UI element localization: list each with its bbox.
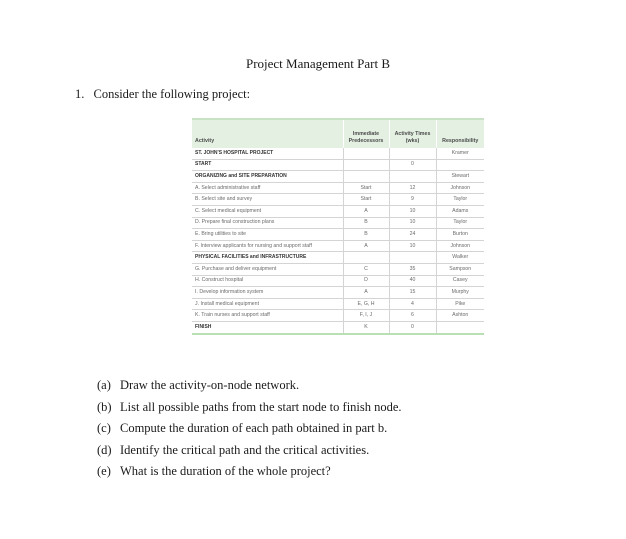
cell-time: 40 [389,275,436,287]
cell-predecessors [343,148,389,159]
table-row [192,298,484,310]
cell-time: 35 [389,263,436,275]
cell-predecessors [343,171,389,183]
cell-predecessors: K [343,321,389,333]
cell-activity: E. Bring utilities to site [192,229,343,241]
cell-responsibility: Kramer [436,148,484,159]
cell-predecessors: C [343,263,389,275]
header-predecessors-line1: Immediate [352,131,380,137]
table-row [192,287,484,299]
cell-predecessors: Start [343,182,389,194]
cell-activity: J. Install medical equipment [192,298,343,310]
cell-activity: A. Select administrative staff [192,182,343,194]
cell-time: 15 [389,287,436,299]
page-title: Project Management Part B [245,56,391,71]
cell-predecessors: B [343,217,389,229]
cell-responsibility: Taylor [436,217,484,229]
table-row [192,159,484,171]
cell-activity: G. Purchase and deliver equipment [192,263,343,275]
cell-activity: D. Prepare final construction plans [192,217,343,229]
table-row [192,148,484,159]
activity-table-container [192,118,484,335]
cell-time: 6 [389,310,436,322]
question-text: Consider the following project: [93,87,251,101]
cell-time [389,148,436,159]
cell-activity: START [192,159,343,171]
cell-time: 10 [389,205,436,217]
question-prompt [75,87,250,102]
header-predecessors-line2: Predecessors [348,137,384,144]
cell-responsibility: Pike [436,298,484,310]
table-row [192,321,484,333]
part-text: Compute the duration of each path obtained in part b. [120,421,388,436]
part-label: (a) [97,378,111,392]
cell-responsibility [436,321,484,333]
header-activity-times [389,119,436,148]
cell-activity: I. Develop information system [192,287,343,299]
part-label: (d) [97,442,112,457]
cell-predecessors: B [343,229,389,241]
table-row [192,252,484,264]
cell-time: 12 [389,182,436,194]
table-row [192,205,484,217]
cell-predecessors: Start [343,194,389,206]
question-parts-list [97,376,402,484]
cell-time: 0 [389,159,436,171]
cell-activity: K. Train nurses and support staff [192,310,343,322]
cell-predecessors: F, I, J [343,310,389,322]
table-row [192,240,484,252]
question-number: 1. [75,87,85,101]
header-times-line1: Activity Times [394,131,431,137]
question-part [97,462,402,484]
part-text: Identify the critical path and the critical activities. [120,442,370,457]
cell-responsibility: Casey [436,275,484,287]
part-text: Draw the activity-on-node network. [120,378,300,392]
cell-activity: ORGANIZING and SITE PREPARATION [192,171,343,183]
question-part [97,441,402,463]
question-part [97,376,402,398]
cell-time: 10 [389,240,436,252]
cell-responsibility: Stewart [436,171,484,183]
cell-time: 24 [389,229,436,241]
part-label: (c) [97,421,111,436]
cell-predecessors [343,159,389,171]
cell-activity: B. Select site and survey [192,194,343,206]
cell-time: 10 [389,217,436,229]
table-header-row [192,119,484,148]
cell-predecessors [343,252,389,264]
cell-responsibility: Johnson [436,182,484,194]
cell-predecessors: A [343,205,389,217]
table-body [192,148,484,334]
cell-responsibility: Murphy [436,287,484,299]
header-times-line2: (wks) [405,137,420,144]
cell-responsibility: Johnson [436,240,484,252]
header-responsibility: Responsibility [436,119,484,148]
header-predecessors [343,119,389,148]
cell-time: 9 [389,194,436,206]
cell-responsibility: Sampson [436,263,484,275]
activity-table [192,118,484,335]
cell-responsibility [436,159,484,171]
cell-predecessors: A [343,240,389,252]
header-activity: Activity [195,137,215,144]
table-row [192,182,484,194]
table-row [192,275,484,287]
cell-responsibility: Burton [436,229,484,241]
part-text: List all possible paths from the start node to finish node. [120,399,402,414]
table-row [192,171,484,183]
cell-time: 4 [389,298,436,310]
cell-activity: H. Construct hospital [192,275,343,287]
table-row [192,263,484,275]
cell-predecessors: E, G, H [343,298,389,310]
cell-activity: ST. JOHN'S HOSPITAL PROJECT [192,148,343,159]
cell-activity: C. Select medical equipment [192,205,343,217]
part-label: (e) [97,464,111,479]
cell-predecessors: A [343,287,389,299]
table-row [192,217,484,229]
table-row [192,310,484,322]
cell-predecessors: D [343,275,389,287]
cell-responsibility: Adams [436,205,484,217]
cell-time [389,252,436,264]
cell-time [389,171,436,183]
cell-activity: FINISH [192,321,343,333]
question-part [97,398,402,420]
cell-activity: F. Interview applicants for nursing and support staff [192,240,343,252]
cell-time: 0 [389,321,436,333]
question-part [97,419,402,441]
part-text: What is the duration of the whole project? [120,464,331,479]
cell-activity: PHYSICAL FACILITIES and INFRASTRUCTURE [192,252,343,264]
part-label: (b) [97,399,112,414]
cell-responsibility: Ashton [436,310,484,322]
table-row [192,194,484,206]
table-row [192,229,484,241]
cell-responsibility: Taylor [436,194,484,206]
cell-responsibility: Walker [436,252,484,264]
